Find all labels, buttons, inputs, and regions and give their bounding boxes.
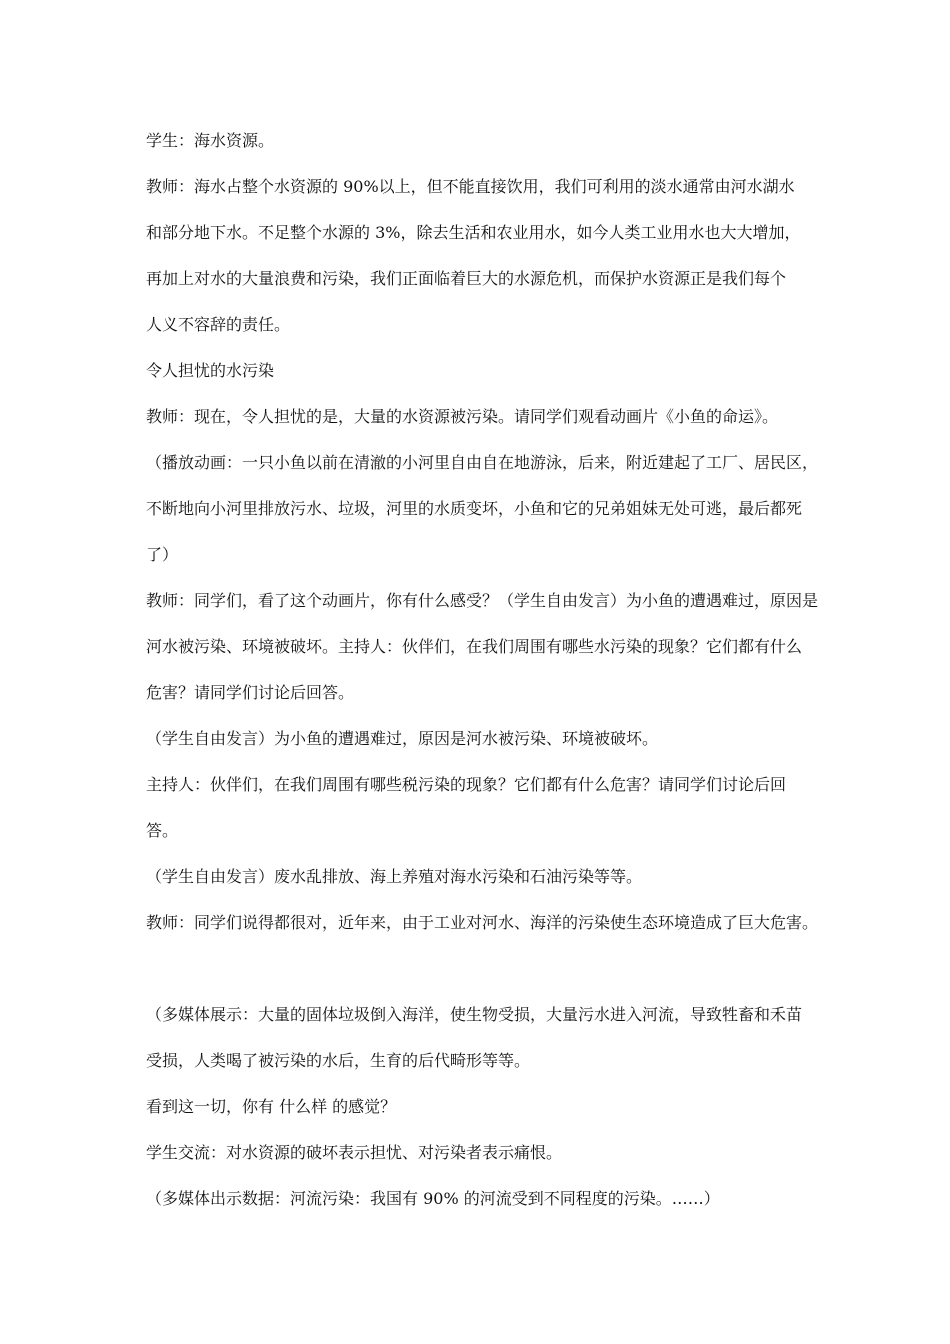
- reflection-question: 看到这一切，你有 什么样 的感觉？: [146, 1097, 397, 1116]
- text-line: （多媒体展示：大量的固体垃圾倒入海洋，使生物受损，大量污水进入河流，导致牲畜和禾苗: [146, 1005, 803, 1024]
- teacher-paragraph-water-resources: [146, 164, 826, 348]
- text-line: 危害？请同学们讨论后回答。: [146, 683, 355, 702]
- text-line: 河水被污染、环境被破坏。主持人：伙伴们，在我们周围有哪些水污染的现象？它们都有什么: [146, 637, 803, 656]
- text-line: 了）: [146, 545, 179, 564]
- text-line: 受损，人类喝了被污染的水后，生育的后代畸形等等。: [146, 1051, 531, 1070]
- student-free-speech-1: （学生自由发言）为小鱼的遭遇难过，原因是河水被污染、环境被破坏。: [146, 729, 659, 748]
- text-line: （播放动画：一只小鱼以前在清澈的小河里自由自在地游泳，后来，附近建起了工厂、居民区，: [146, 453, 819, 472]
- teacher-intro-animation: 教师：现在，令人担忧的是，大量的水资源被污染。请同学们观看动画片《小鱼的命运》。: [146, 407, 779, 426]
- host-question-paragraph: [146, 762, 826, 854]
- text-line: 答。: [146, 821, 179, 840]
- student-exchange: 学生交流：对水资源的破坏表示担忧、对污染者表示痛恨。: [146, 1143, 563, 1162]
- section-heading-water-pollution: 令人担忧的水污染: [146, 361, 275, 380]
- text-line: 人义不容辞的责任。: [146, 315, 291, 334]
- animation-description-paragraph: [146, 440, 826, 578]
- text-line: 教师：海水占整个水资源的 90%以上，但不能直接饮用，我们可利用的淡水通常由河水湖水: [146, 177, 795, 196]
- student-reply-seawater: 学生：海水资源。: [146, 131, 275, 150]
- student-free-speech-2: （学生自由发言）废水乱排放、海上养殖对海水污染和石油污染等等。: [146, 867, 643, 886]
- text-line: 再加上对水的大量浪费和污染，我们正面临着巨大的水源危机，而保护水资源正是我们每个: [146, 269, 787, 288]
- text-line: 主持人：伙伴们，在我们周围有哪些税污染的现象？它们都有什么危害？请同学们讨论后回: [146, 775, 787, 794]
- text-line: 和部分地下水。不足整个水源的 3%，除去生活和农业用水，如今人类工业用水也大大增加，: [146, 223, 801, 242]
- blank-line: [146, 946, 826, 992]
- document-body: [146, 118, 826, 1222]
- teacher-summary: 教师：同学们说得都很对，近年来，由于工业对河水、海洋的污染使生态环境造成了巨大危害。: [146, 913, 819, 932]
- teacher-question-paragraph: [146, 578, 826, 716]
- multimedia-display-paragraph: [146, 992, 826, 1084]
- text-line: 教师：同学们，看了这个动画片，你有什么感受？（学生自由发言）为小鱼的遭遇难过，原因是: [146, 591, 819, 610]
- multimedia-data: （多媒体出示数据：河流污染：我国有 90% 的河流受到不同程度的污染。……）: [146, 1189, 720, 1208]
- text-line: 不断地向小河里排放污水、垃圾，河里的水质变坏，小鱼和它的兄弟姐妹无处可逃，最后都死: [146, 499, 803, 518]
